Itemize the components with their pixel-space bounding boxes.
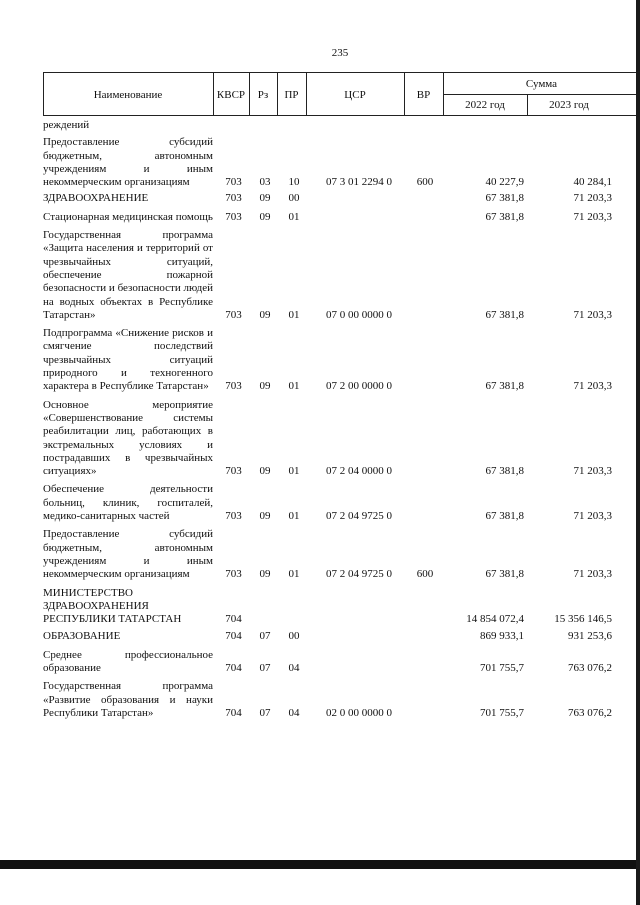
row-name: Подпрограмма «Снижение рисков и смягчение последствий чрезвычайных ситуаций природного и техногенного характера в Республике Татарстан» bbox=[43, 327, 213, 393]
row-sum-2023: 763 076,2 bbox=[568, 661, 612, 674]
row-sum-2023: 71 203,3 bbox=[573, 568, 612, 581]
row-sum-2022: 67 381,8 bbox=[485, 568, 524, 581]
row-pr: 01 bbox=[288, 210, 300, 223]
page-number: 235 bbox=[331, 47, 349, 59]
table-row bbox=[43, 649, 640, 676]
row-pr: 10 bbox=[288, 176, 300, 189]
header-sum: Сумма bbox=[525, 78, 558, 90]
row-kvsr: 703 bbox=[225, 176, 242, 189]
row-name: ОБРАЗОВАНИЕ bbox=[43, 630, 121, 643]
table-row bbox=[43, 119, 640, 132]
row-sum-2023: 931 253,6 bbox=[568, 630, 612, 643]
row-kvsr: 704 bbox=[225, 706, 242, 719]
scan-bottom-edge bbox=[0, 860, 640, 869]
row-csr: 07 0 00 0000 0 bbox=[326, 308, 392, 321]
row-sum-2023: 71 203,3 bbox=[573, 192, 612, 205]
table-row bbox=[43, 192, 640, 205]
header-rz: Рз bbox=[257, 89, 269, 101]
row-rz: 09 bbox=[259, 192, 271, 205]
row-name: Стационарная медицинская помощь bbox=[43, 210, 213, 223]
row-kvsr: 704 bbox=[225, 661, 242, 674]
row-kvsr: 703 bbox=[225, 465, 242, 478]
row-sum-2022: 67 381,8 bbox=[485, 380, 524, 393]
row-pr: 01 bbox=[288, 510, 300, 523]
header-pr: ПР bbox=[284, 89, 299, 101]
row-sum-2022: 40 227,9 bbox=[485, 176, 524, 189]
row-sum-2023: 71 203,3 bbox=[573, 380, 612, 393]
row-rz: 09 bbox=[259, 510, 271, 523]
row-name: Государственная программа «Защита населения и территорий от чрезвычайных ситуаций, обеспечение пожарной безопасности и безопасности людей на водных объектах в Республике Татарстан» bbox=[43, 229, 213, 321]
row-rz: 03 bbox=[259, 176, 271, 189]
row-csr: 07 2 00 0000 0 bbox=[326, 380, 392, 393]
header-top-border bbox=[43, 72, 640, 73]
row-sum-2022: 67 381,8 bbox=[485, 465, 524, 478]
header-year-2022: 2022 год bbox=[465, 99, 505, 111]
table-row bbox=[43, 483, 640, 523]
row-sum-2022: 701 755,7 bbox=[480, 661, 524, 674]
row-kvsr: 703 bbox=[225, 308, 242, 321]
row-name: Основное мероприятие «Совершенствование системы реабилитации лиц, работающих в экстремальных условиях и пострадавших в чрезвычайных ситуациях» bbox=[43, 398, 213, 478]
row-name: Обеспечение деятельности больниц, клиник, госпиталей, медико-санитарных частей bbox=[43, 483, 213, 523]
row-rz: 07 bbox=[259, 661, 271, 674]
table-row bbox=[43, 587, 640, 627]
row-csr: 07 2 04 9725 0 bbox=[326, 510, 392, 523]
row-vr: 600 bbox=[416, 176, 434, 189]
row-sum-2022: 67 381,8 bbox=[485, 308, 524, 321]
row-kvsr: 704 bbox=[225, 613, 242, 626]
row-name: ЗДРАВООХРАНЕНИЕ bbox=[43, 192, 149, 205]
header-kvsr: КВСР bbox=[216, 89, 246, 101]
row-rz: 09 bbox=[259, 308, 271, 321]
header-year-2023: 2023 год bbox=[549, 99, 589, 111]
table-row bbox=[43, 528, 640, 581]
row-pr: 04 bbox=[288, 706, 300, 719]
row-rz: 09 bbox=[259, 568, 271, 581]
row-name: МИНИСТЕРСТВО ЗДРАВООХРАНЕНИЯ РЕСПУБЛИКИ ТАТАРСТАН bbox=[43, 586, 182, 626]
row-sum-2023: 71 203,3 bbox=[573, 510, 612, 523]
row-sum-2022: 67 381,8 bbox=[485, 210, 524, 223]
row-sum-2023: 71 203,3 bbox=[573, 210, 612, 223]
table-row bbox=[43, 399, 640, 479]
row-sum-2023: 71 203,3 bbox=[573, 465, 612, 478]
table-row bbox=[43, 327, 640, 393]
scan-right-edge bbox=[636, 0, 640, 905]
table-row bbox=[43, 211, 640, 224]
row-csr: 02 0 00 0000 0 bbox=[326, 706, 392, 719]
row-sum-2022: 14 854 072,4 bbox=[466, 613, 524, 626]
row-csr: 07 2 04 9725 0 bbox=[326, 568, 392, 581]
row-sum-2023: 763 076,2 bbox=[568, 706, 612, 719]
row-kvsr: 703 bbox=[225, 510, 242, 523]
header-csr: ЦСР bbox=[344, 89, 366, 101]
row-pr: 04 bbox=[288, 661, 300, 674]
row-name: реждений bbox=[43, 119, 90, 131]
row-kvsr: 704 bbox=[225, 630, 242, 643]
row-pr: 00 bbox=[288, 630, 300, 643]
row-rz: 09 bbox=[259, 380, 271, 393]
row-rz: 09 bbox=[259, 210, 271, 223]
row-sum-2023: 15 356 146,5 bbox=[554, 613, 612, 626]
table-row bbox=[43, 680, 640, 720]
row-rz: 09 bbox=[259, 465, 271, 478]
row-sum-2023: 71 203,3 bbox=[573, 308, 612, 321]
row-name: Предоставление субсидий бюджетным, автономным учреждениям и иным некоммерческим организациям bbox=[43, 136, 213, 189]
row-pr: 01 bbox=[288, 465, 300, 478]
row-sum-2022: 701 755,7 bbox=[480, 706, 524, 719]
row-vr: 600 bbox=[416, 568, 434, 581]
table-body bbox=[43, 119, 640, 725]
header-vr: ВР bbox=[416, 89, 431, 101]
row-pr: 01 bbox=[288, 308, 300, 321]
header-bottom-border bbox=[43, 115, 640, 116]
row-kvsr: 703 bbox=[225, 192, 242, 205]
row-pr: 00 bbox=[288, 192, 300, 205]
row-rz: 07 bbox=[259, 706, 271, 719]
row-sum-2022: 67 381,8 bbox=[485, 192, 524, 205]
sum-divider bbox=[443, 94, 640, 95]
row-kvsr: 703 bbox=[225, 568, 242, 581]
row-sum-2022: 869 933,1 bbox=[480, 630, 524, 643]
row-kvsr: 703 bbox=[225, 210, 242, 223]
row-csr: 07 3 01 2294 0 bbox=[326, 176, 392, 189]
row-kvsr: 703 bbox=[225, 380, 242, 393]
row-sum-2022: 67 381,8 bbox=[485, 510, 524, 523]
header-name: Наименование bbox=[93, 89, 163, 101]
row-name: Государственная программа «Развитие образования и науки Республики Татарстан» bbox=[43, 680, 213, 719]
row-pr: 01 bbox=[288, 568, 300, 581]
table-row bbox=[43, 630, 640, 643]
table-row bbox=[43, 136, 640, 189]
row-sum-2023: 40 284,1 bbox=[573, 176, 612, 189]
row-name: Предоставление субсидий бюджетным, автономным учреждениям и иным некоммерческим организациям bbox=[43, 528, 213, 581]
row-name: Среднее профессиональное образование bbox=[43, 648, 213, 674]
row-csr: 07 2 04 0000 0 bbox=[326, 465, 392, 478]
row-pr: 01 bbox=[288, 380, 300, 393]
table-row bbox=[43, 229, 640, 322]
row-rz: 07 bbox=[259, 630, 271, 643]
